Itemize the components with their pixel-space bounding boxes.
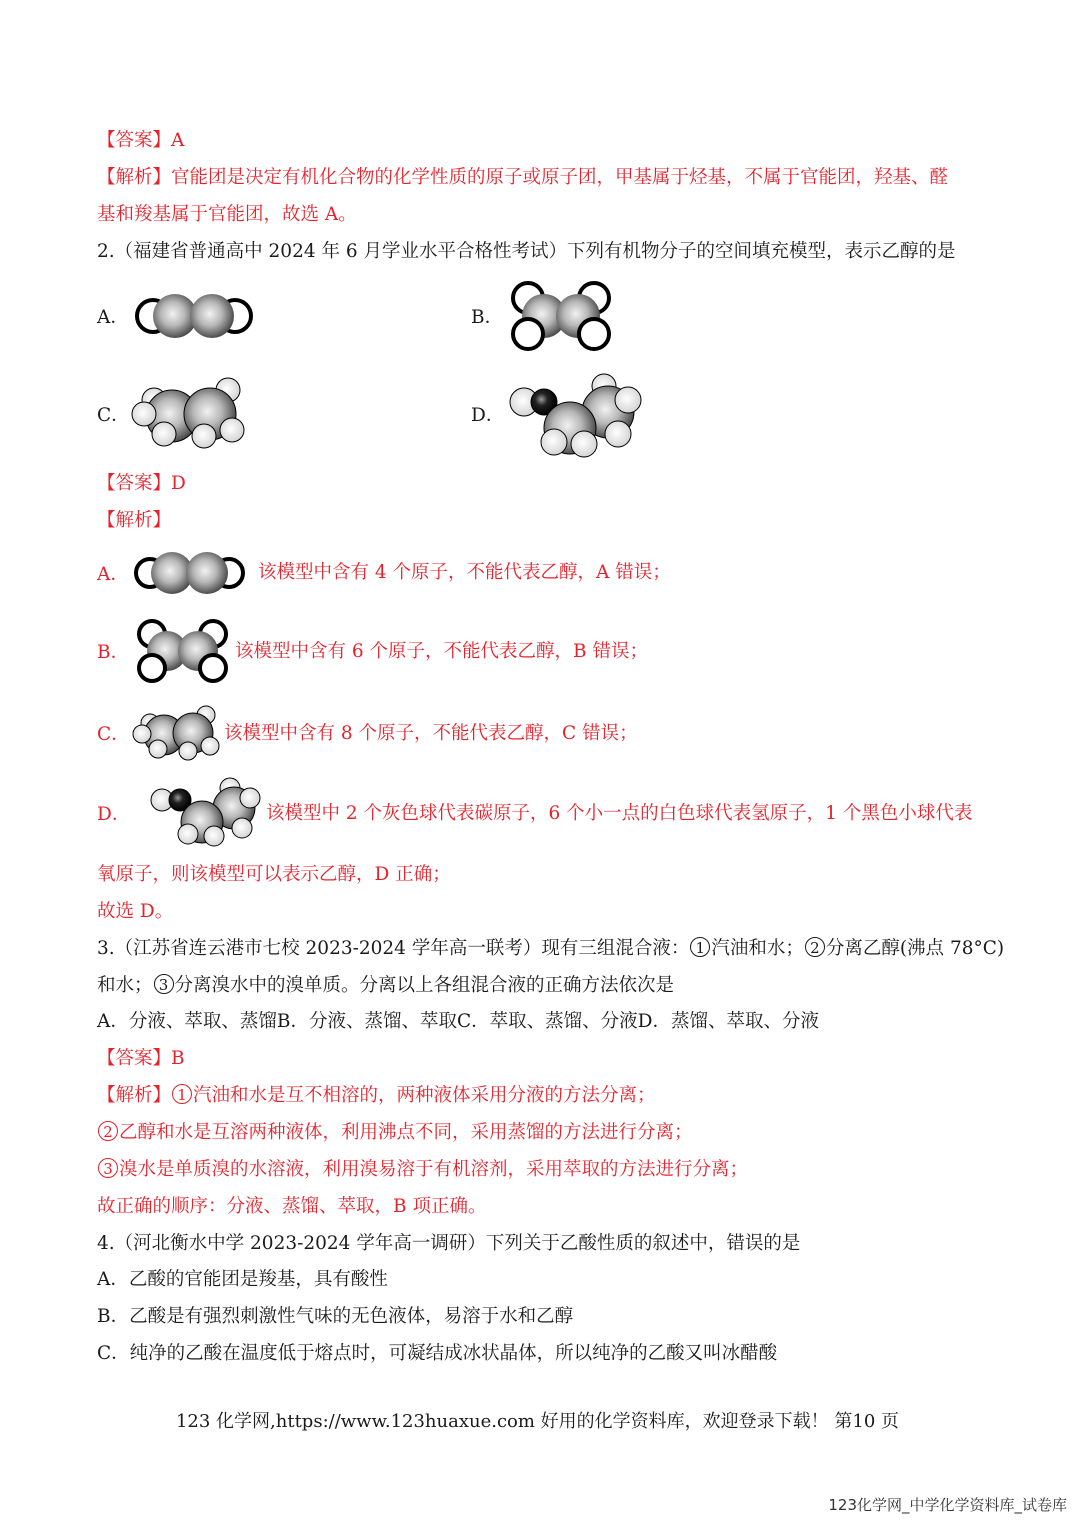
q4-option-b: B．乙酸是有强烈刺激性气味的无色液体，易溶于水和乙醇 bbox=[97, 1306, 574, 1327]
q3-analysis-line2: 2 乙醇和水是互溶两种液体，利用沸点不同，采用蒸馏的方法进行分离； bbox=[97, 1121, 693, 1145]
q2-option-a-label: A． bbox=[97, 307, 129, 328]
exp-d-text: 该模型中 2 个灰色球代表碳原子，6 个小一点的白色球代表氢原子，1 个黑色小球代表 bbox=[266, 803, 973, 824]
watermark: 123化学网_中学化学资料库_试卷库 bbox=[828, 1496, 1067, 1514]
q3-options: A．分液、萃取、蒸馏B．分液、蒸馏、萃取C．萃取、蒸馏、分液D．蒸馏、萃取、分液 bbox=[97, 1011, 819, 1032]
exp-d-text-line2: 氧原子，则该模型可以表示乙醇，D 正确； bbox=[97, 864, 451, 885]
q3-stem-line1: 3.（江苏省连云港市七校 2023-2024 学年高一联考）现有三组混合液： 1 汽油和水； 2 分离乙醇(沸点 78°C) bbox=[97, 938, 1005, 959]
exp-c-text: 该模型中含有 8 个原子，不能代表乙醇，C 错误； bbox=[224, 723, 638, 744]
q1-answer: 【答案】A bbox=[97, 130, 185, 151]
circled-number-3: 3 bbox=[154, 974, 174, 994]
q1-analysis-line1: 【解析】官能团是决定有机化合物的化学性质的原子或原子团，甲基属于烃基，不属于官能团，羟基、醛 bbox=[97, 167, 949, 188]
circled-number-2: 2 bbox=[805, 937, 825, 957]
exp-a-label: A． bbox=[97, 564, 129, 585]
exp-model-c bbox=[130, 704, 224, 760]
q3-stem-line2: 和水； 3 分离溴水中的溴单质。分离以上各组混合液的正确方法依次是 bbox=[97, 975, 675, 996]
q2-stem: 2.（福建省普通高中 2024 年 6 月学业水平合格性考试）下列有机物分子的空间填充模型，表示乙醇的是 bbox=[97, 241, 956, 262]
q2-option-c-label: C． bbox=[97, 405, 130, 426]
exp-c-label: C． bbox=[97, 724, 130, 745]
ethanol-model-d bbox=[506, 372, 646, 456]
q2-option-d-label: D． bbox=[471, 405, 505, 426]
circled-number-3: 3 bbox=[98, 1158, 118, 1178]
q4-option-a: A．乙酸的官能团是羧基，具有酸性 bbox=[97, 1269, 388, 1290]
exp-b-text: 该模型中含有 6 个原子，不能代表乙醇，B 错误； bbox=[235, 641, 649, 662]
q3-conclusion: 故正确的顺序：分液、蒸馏、萃取，B 项正确。 bbox=[97, 1196, 487, 1217]
q3-analysis-line1: 【解析】 1 汽油和水是互不相溶的，两种液体采用分液的方法分离； bbox=[97, 1085, 656, 1106]
exp-model-b bbox=[133, 618, 233, 684]
q3-analysis-line3: 3 溴水是单质溴的水溶液，利用溴易溶于有机溶剂，采用萃取的方法进行分离； bbox=[97, 1158, 748, 1182]
q3-answer: 【答案】B bbox=[97, 1048, 185, 1069]
exp-a-text: 该模型中含有 4 个原子，不能代表乙醇，A 错误； bbox=[258, 562, 671, 583]
circled-number-2: 2 bbox=[98, 1121, 118, 1141]
ethylene-model-b bbox=[506, 280, 616, 354]
q2-conclusion: 故选 D。 bbox=[97, 901, 174, 922]
ethane-model-c bbox=[128, 376, 250, 448]
q2-analysis-title: 【解析】 bbox=[97, 510, 172, 531]
exp-b-label: B． bbox=[97, 642, 130, 663]
q2-answer: 【答案】D bbox=[97, 473, 186, 494]
circled-number-1: 1 bbox=[172, 1084, 192, 1104]
exp-model-a bbox=[133, 549, 251, 599]
exp-model-d bbox=[150, 776, 264, 848]
exp-d-label: D． bbox=[97, 804, 131, 825]
ethylene-like-model-a bbox=[135, 290, 260, 346]
page-footer: 123 化学网,https://www.123huaxue.com 好用的化学资料库，欢迎登录下载！ 第10 页 bbox=[175, 1411, 900, 1432]
circled-number-1: 1 bbox=[690, 937, 710, 957]
q4-stem: 4.（河北衡水中学 2023-2024 学年高一调研）下列关于乙酸性质的叙述中，错误的是 bbox=[97, 1233, 801, 1254]
q2-option-b-label: B． bbox=[471, 307, 504, 328]
q4-option-c: C．纯净的乙酸在温度低于熔点时，可凝结成冰状晶体，所以纯净的乙酸又叫冰醋酸 bbox=[97, 1343, 778, 1364]
q1-analysis-line2: 基和羧基属于官能团，故选 A。 bbox=[97, 204, 357, 225]
